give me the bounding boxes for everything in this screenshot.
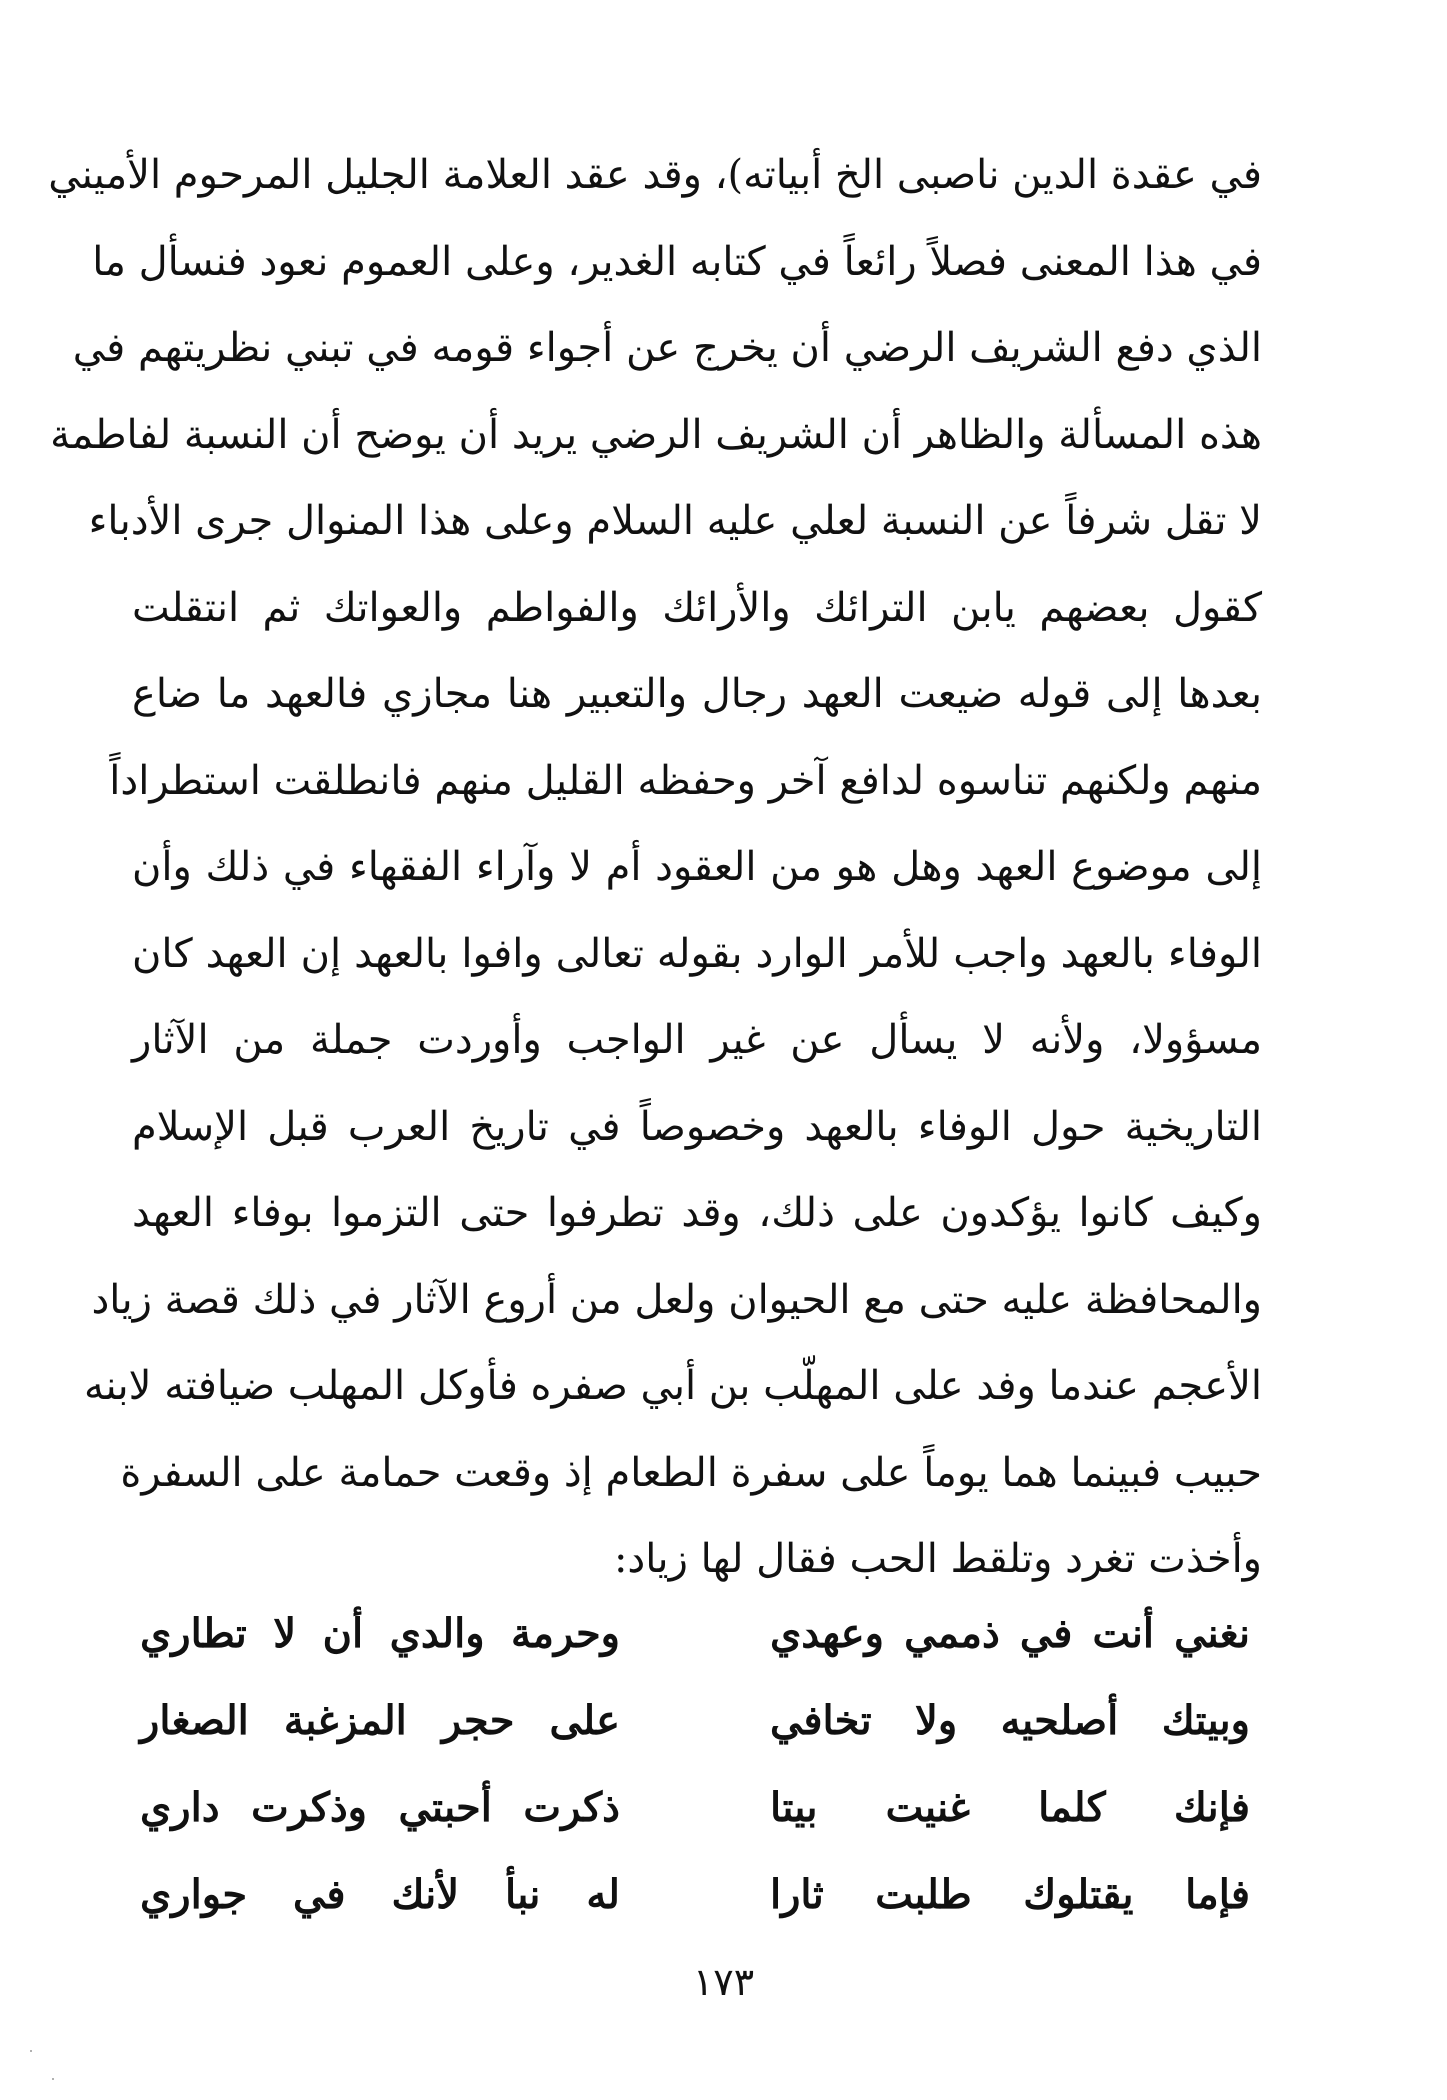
text-line: وكيف كانوا يؤكدون على ذلك، وقد تطرفوا حتى التزموا بوفاء العهد bbox=[132, 1190, 1262, 1236]
poem-second-hemistich: على حجر المزغبة الصغار bbox=[140, 1697, 620, 1744]
text-line: الوفاء بالعهد واجب للأمر الوارد بقوله تعالى وافوا بالعهد إن العهد كان bbox=[132, 930, 1262, 977]
poem-first-hemistich: فإما يقتلوك طلبت ثارا bbox=[770, 1871, 1250, 1918]
scan-speck bbox=[52, 2078, 54, 2080]
main-paragraph bbox=[48, 132, 1262, 1603]
text-line: بعدها إلى قوله ضيعت العهد رجال والتعبير هنا مجازي فالعهد ما ضاع bbox=[132, 671, 1262, 717]
text-line: منهم ولكنهم تناسوه لدافع آخر وحفظه القليل منهم فانطلقت استطراداً bbox=[109, 757, 1262, 804]
text-line: الذي دفع الشريف الرضي أن يخرج عن أجواء قومه في تبني نظريتهم في bbox=[72, 325, 1262, 371]
text-line: في هذا المعنى فصلاً رائعاً في كتابه الغدير، وعلى العموم نعود فنسأل ما bbox=[92, 238, 1262, 285]
text-line: مسؤولا، ولأنه لا يسأل عن غير الواجب وأوردت جملة من الآثار bbox=[132, 1017, 1262, 1063]
poem-verse bbox=[140, 1764, 1250, 1851]
scan-speck bbox=[30, 2050, 32, 2052]
text-line: لا تقل شرفاً عن النسبة لعلي عليه السلام وعلى هذا المنوال جرى الأدباء bbox=[88, 498, 1262, 544]
text-line: هذه المسألة والظاهر أن الشريف الرضي يريد أن يوضح أن النسبة لفاطمة bbox=[50, 411, 1262, 458]
poem-first-hemistich: وبيتك أصلحيه ولا تخافي bbox=[770, 1697, 1250, 1744]
poem-verse bbox=[140, 1590, 1250, 1677]
poem-second-hemistich: وحرمة والدي أن لا تطاري bbox=[140, 1610, 620, 1657]
poem-second-hemistich: ذكرت أحبتي وذكرت داري bbox=[140, 1784, 620, 1831]
poem-second-hemistich: له نبأ لأنك في جواري bbox=[140, 1871, 620, 1918]
text-line: وأخذت تغرد وتلقط الحب فقال لها زياد: bbox=[613, 1536, 1262, 1582]
text-line: حبيب فبينما هما يوماً على سفرة الطعام إذ وقعت حمامة على السفرة bbox=[120, 1449, 1262, 1496]
poem-verse bbox=[140, 1851, 1250, 1938]
text-line: والمحافظة عليه حتى مع الحيوان ولعل من أروع الآثار في ذلك قصة زياد bbox=[91, 1276, 1262, 1323]
text-line: كقول بعضهم يابن الترائك والأرائك والفواطم والعواتك ثم انتقلت bbox=[132, 584, 1262, 631]
page-number: ١٧٣ bbox=[692, 1960, 755, 2004]
poem bbox=[140, 1590, 1250, 1938]
poem-first-hemistich: فإنك كلما غنيت بيتا bbox=[770, 1784, 1250, 1831]
text-line: الأعجم عندما وفد على المهلّب بن أبي صفره فأوكل المهلب ضيافته لابنه bbox=[84, 1363, 1262, 1409]
text-line: في عقدة الدين ناصبى الخ أبياته)، وقد عقد العلامة الجليل المرحوم الأميني bbox=[48, 152, 1262, 198]
text-line: إلى موضوع العهد وهل هو من العقود أم لا وآراء الفقهاء في ذلك وأن bbox=[132, 844, 1262, 890]
text-line: التاريخية حول الوفاء بالعهد وخصوصاً في تاريخ العرب قبل الإسلام bbox=[132, 1103, 1262, 1150]
poem-first-hemistich: نغني أنت في ذممي وعهدي bbox=[770, 1610, 1250, 1657]
poem-verse bbox=[140, 1677, 1250, 1764]
